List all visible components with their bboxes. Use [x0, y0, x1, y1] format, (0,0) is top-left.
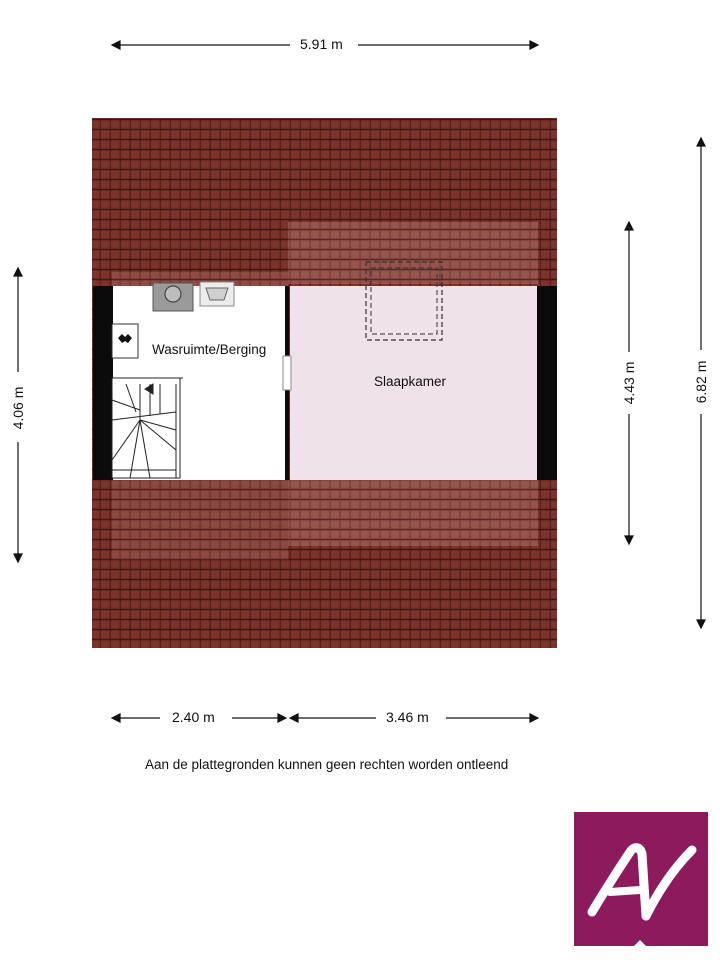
- dimension-top-width: 5.91 m: [296, 36, 347, 52]
- dimension-left-height: 4.06 m: [10, 383, 26, 434]
- dimension-right-outer-height: 6.82 m: [693, 357, 709, 408]
- dormer-left-bottom: [112, 480, 288, 560]
- wall-right: [537, 286, 557, 480]
- av-logo-mark: [574, 812, 708, 948]
- room-label-laundry: Wasruimte/Berging: [152, 342, 267, 357]
- dormer-bottom: [288, 480, 538, 546]
- room-label-bedroom: Slaapkamer: [374, 374, 447, 389]
- disclaimer-text: Aan de plattegronden kunnen geen rechten worden ontleend: [145, 757, 509, 772]
- dormer-top: [288, 222, 538, 284]
- dimension-bottom-right: 3.46 m: [382, 709, 433, 725]
- dimension-bottom-left: 2.40 m: [168, 709, 219, 725]
- av-logo: [574, 812, 708, 948]
- door: [283, 356, 291, 390]
- stairs: [112, 378, 183, 478]
- dimension-right-inner-height: 4.43 m: [621, 358, 637, 409]
- wall-left: [93, 286, 113, 480]
